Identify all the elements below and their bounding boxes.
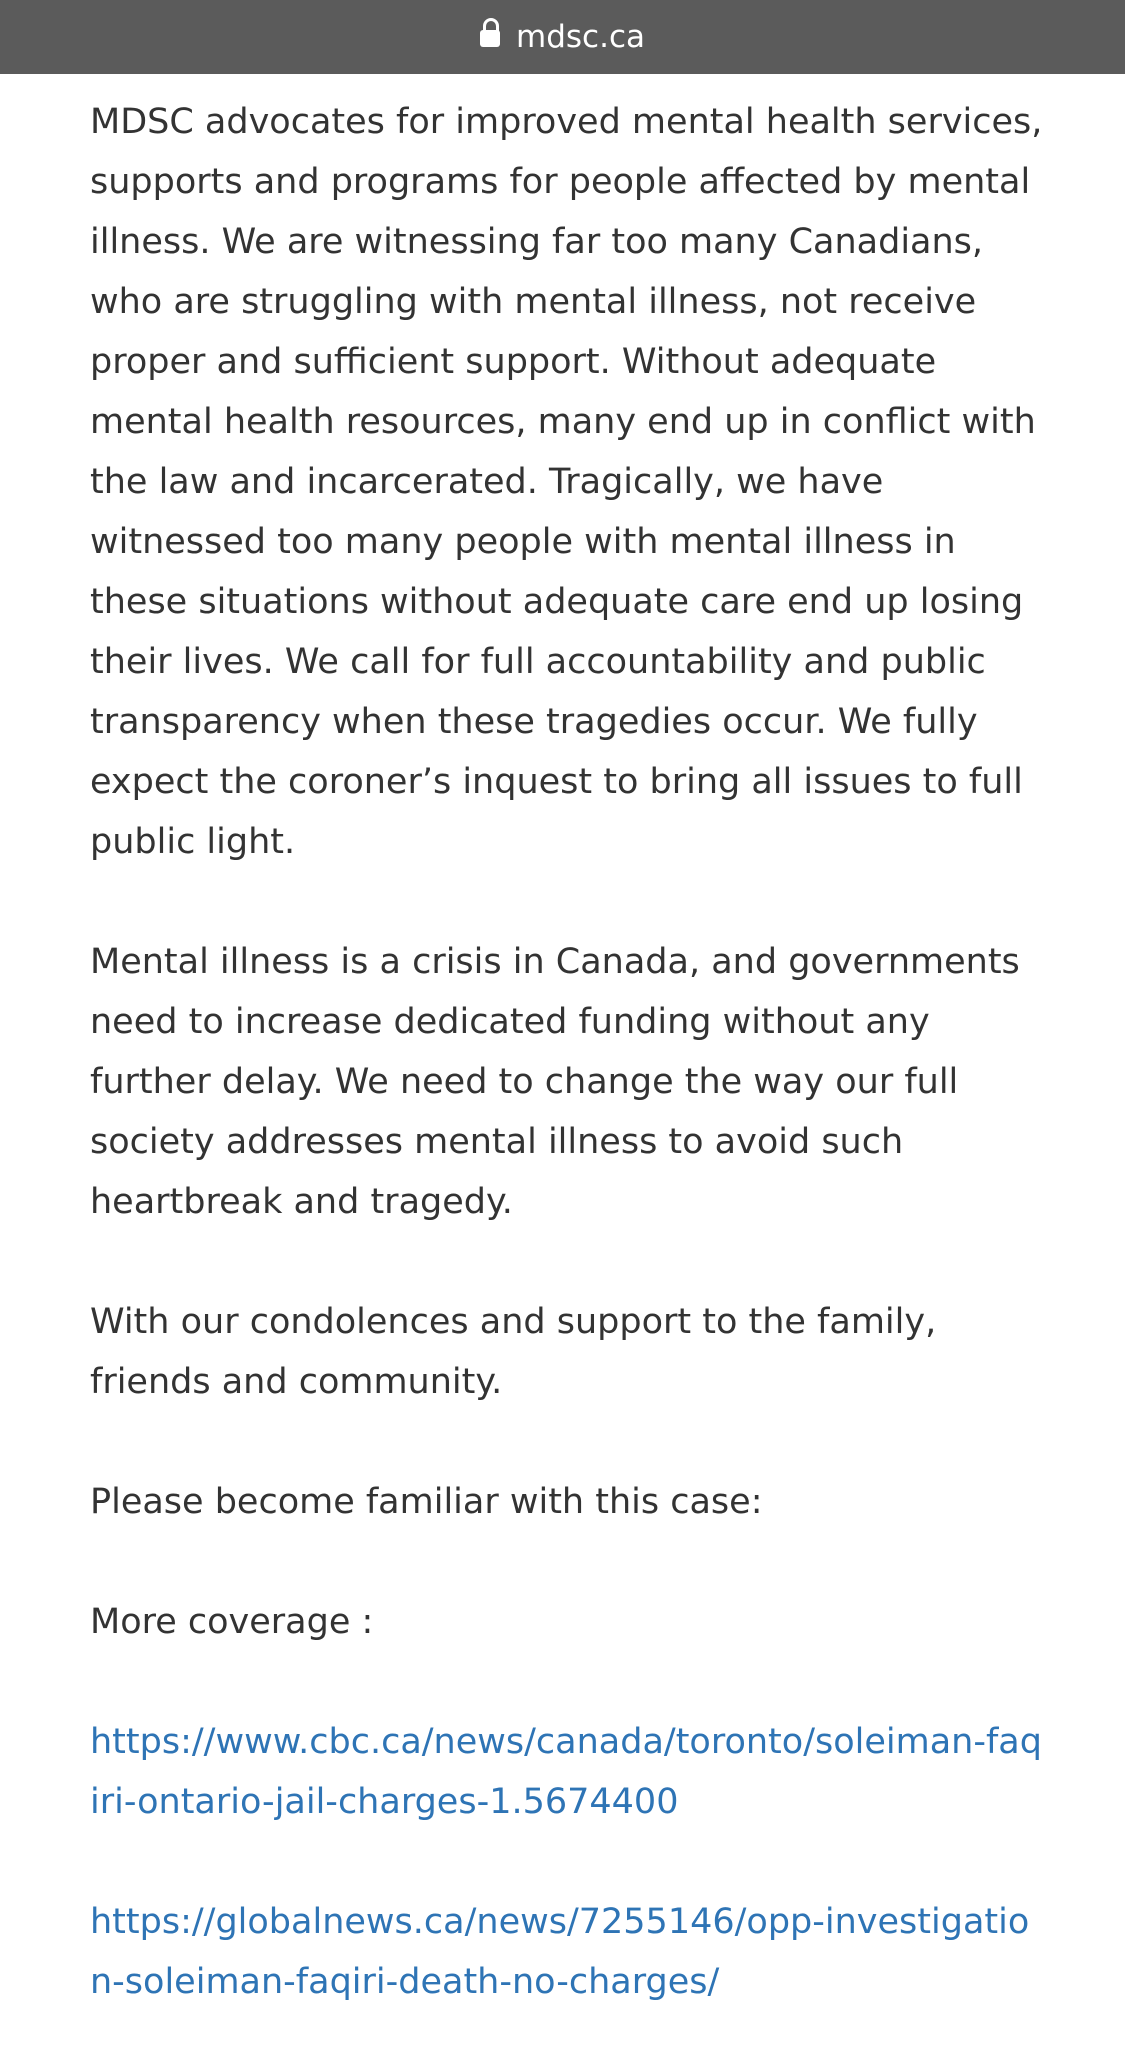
cbc-news-link[interactable]: https://www.cbc.ca/news/canada/toronto/soleiman-faqiri-ontario-jail-charges-1.5674400 [90,1722,1042,1822]
link-paragraph-globalnews [90,1892,1050,2012]
paragraph-more-coverage: More coverage : [90,1602,374,1642]
lock-icon [480,27,500,51]
paragraph-case-intro: Please become familiar with this case: [90,1482,763,1522]
article-body [90,92,1050,2072]
paragraph-crisis: Mental illness is a crisis in Canada, and governments need to increase dedicated funding without any further delay. We need to change the way our full society addresses mental illness to avoid such heartbreak and tragedy. [90,942,1020,1222]
paragraph-condolences: With our condolences and support to the family, friends and community. [90,1302,937,1402]
paragraph-advocacy: MDSC advocates for improved mental health services, supports and programs for people affected by mental illness. We are witnessing far too many Canadians, who are struggling with mental illness, not receive proper and sufficient support. Without adequate mental health resources, many end up in conflict with the law and incarcerated. Tragically, we have witnessed too many people with mental illness in these situations without adequate care end up losing their lives. We call for full accountability and public transparency when these tragedies occur. We fully expect the coroner’s inquest to bring all issues to full public light. [90,102,1043,862]
global-news-link[interactable]: https://globalnews.ca/news/7255146/opp-investigation-soleiman-faqiri-death-no-charges/ [90,1902,1030,2002]
url-text[interactable]: mdsc.ca [516,19,645,55]
browser-url-bar[interactable] [0,0,1125,74]
link-paragraph-cbc [90,1712,1050,1832]
